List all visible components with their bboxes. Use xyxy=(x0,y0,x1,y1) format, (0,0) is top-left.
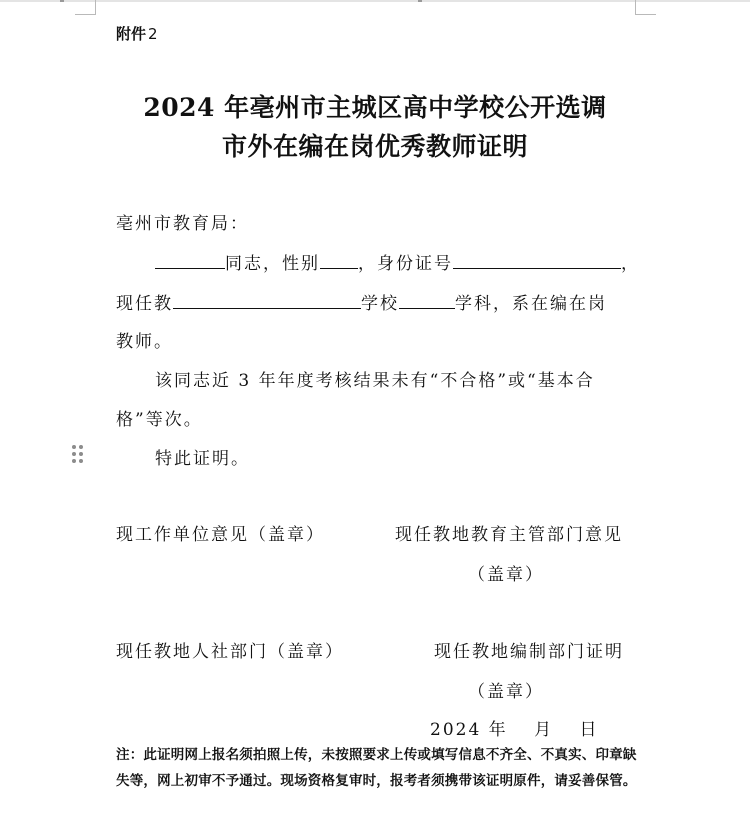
teacher-line: 教师。 xyxy=(116,332,173,352)
attachment-text: 附件 xyxy=(116,25,147,43)
staffing-dept-seal: （盖章） xyxy=(468,682,544,702)
current-teach-label: 现任教 xyxy=(116,294,173,314)
name-blank[interactable] xyxy=(155,252,225,269)
document-title-line-2: 市外在编在岗优秀教师证明 xyxy=(221,132,528,161)
document-title-line-1: 2024 年亳州市主城区高中学校公开选调 xyxy=(143,93,607,122)
addressee: 亳州市教育局： xyxy=(116,214,249,234)
hr-dept-seal: 现任教地人社部门（盖章） xyxy=(116,642,344,662)
teaching-line xyxy=(116,289,607,314)
certify-line: 特此证明。 xyxy=(155,449,250,469)
attachment-number: 2 xyxy=(148,25,158,43)
assessment-line-2: 格”等次。 xyxy=(116,410,203,430)
assessment-line-1: 该同志近 3 年年度考核结果未有“不合格”或“基本合 xyxy=(155,371,595,391)
date-line: 2024 年 月 日 xyxy=(430,720,599,740)
staffing-dept-certificate: 现任教地编制部门证明 xyxy=(434,642,624,662)
subject-label: 学科，系在编在岗 xyxy=(455,294,607,314)
subject-blank[interactable] xyxy=(399,292,455,309)
id-number-label: ，身份证号 xyxy=(358,254,453,274)
id-number-blank[interactable] xyxy=(453,252,621,269)
edu-dept-seal: （盖章） xyxy=(468,565,544,585)
edu-dept-opinion: 现任教地教育主管部门意见 xyxy=(395,525,623,545)
work-unit-opinion: 现工作单位意见（盖章） xyxy=(116,525,325,545)
school-blank[interactable] xyxy=(173,292,361,309)
footnote: 注：此证明网上报名须拍照上传，未按照要求上传或填写信息不齐全、不真实、印章缺失等，网上初审不予通过。现场资格复审时，报考者须携带该证明原件，请妥善保管。 xyxy=(116,747,637,789)
attachment-label xyxy=(116,23,158,44)
identity-line xyxy=(155,249,640,274)
margin-corner-mark-left xyxy=(75,0,96,15)
drag-handle-icon[interactable] xyxy=(72,445,84,465)
trailing-comma: ， xyxy=(621,254,640,274)
gender-blank[interactable] xyxy=(320,252,358,269)
margin-corner-mark-right xyxy=(635,0,656,15)
school-label: 学校 xyxy=(361,294,399,314)
comrade-gender-label: 同志，性别 xyxy=(225,254,320,274)
